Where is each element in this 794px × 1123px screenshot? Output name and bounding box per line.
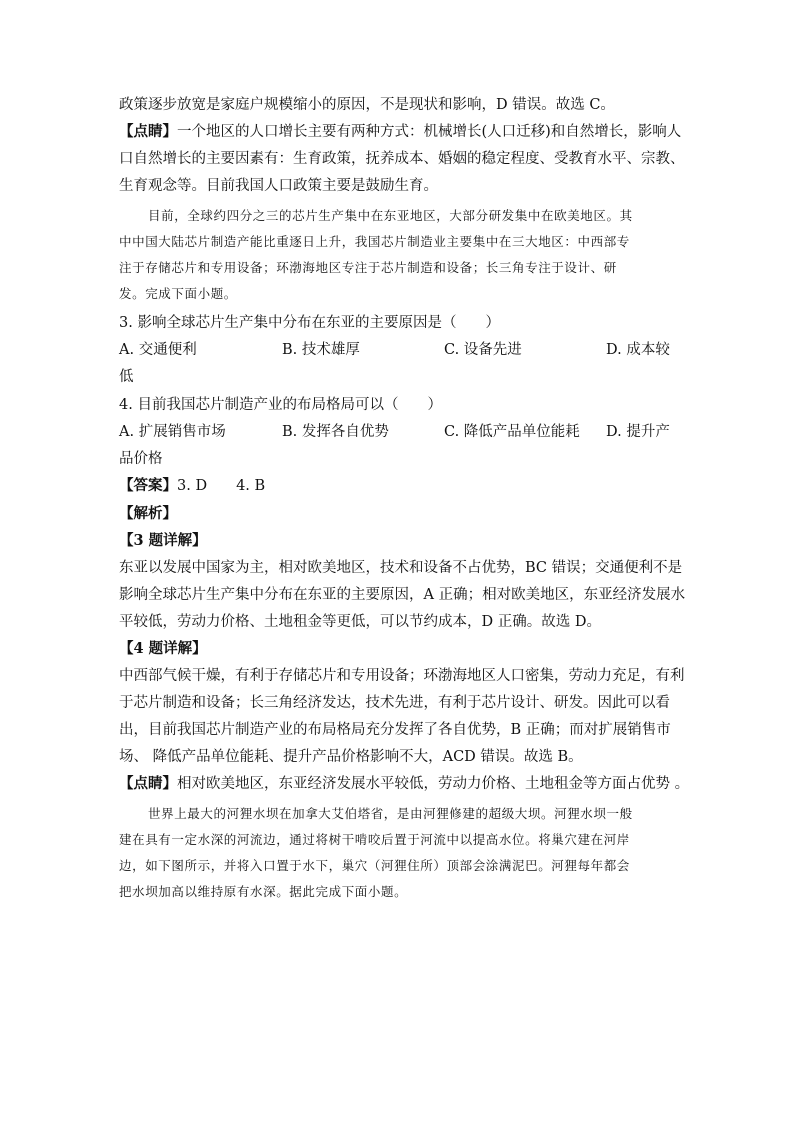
question-4-option-c: C. 降低产品单位能耗 bbox=[444, 424, 580, 440]
tip-2-label: 【点睛】 bbox=[119, 775, 177, 792]
question-3-option-c: C. 设备先进 bbox=[444, 342, 522, 358]
passage-line: 中中国大陆芯片制造产能比重逐日上升，我国芯片制造业主要集中在三大地区：中西部专 bbox=[119, 234, 630, 249]
detail-3-line: 影响全球芯片生产集中分布在东亚的主要原因，A 正确；相对欧美地区，东亚经济发展水 bbox=[119, 587, 686, 603]
question-3-option-d-continued: 低 bbox=[119, 369, 134, 385]
question-4-option-d-continued: 品价格 bbox=[119, 451, 163, 467]
detail-4-line: 于芯片制造和设备；长三角经济发达，技术先进，有利于芯片设计、研发。因此可以看 bbox=[119, 695, 670, 711]
answer-line bbox=[119, 476, 265, 496]
tip-label: 【点睛】 bbox=[119, 123, 177, 140]
detail-3-line: 平较低，劳动力价格、土地租金等更低，可以节约成本，D 正确。故选 D。 bbox=[119, 614, 601, 630]
passage-2-line: 把水坝加高以维持原有水深。据此完成下面小题。 bbox=[119, 884, 408, 899]
passage-line: 注于存储芯片和专用设备；环渤海地区专注于芯片制造和设备；长三角专注于设计、研 bbox=[119, 260, 617, 275]
detail-4-line: 中西部气候干燥，有利于存储芯片和专用设备；环渤海地区人口密集，劳动力充足，有利 bbox=[119, 668, 685, 684]
tip-2-line bbox=[119, 774, 689, 794]
tip-line bbox=[119, 122, 681, 142]
tip-text: 一个地区的人口增长主要有两种方式：机械增长(人口迁移)和自然增长，影响人 bbox=[177, 124, 682, 140]
question-3-option-d: D. 成本较 bbox=[606, 342, 670, 358]
paragraph-line: 政策逐步放宽是家庭户规模缩小的原因，不是现状和影响，D 错误。故选 C。 bbox=[119, 97, 615, 113]
answer-label: 【答案】 bbox=[119, 477, 177, 494]
detail-3-label: 【3 题详解】 bbox=[119, 532, 207, 549]
passage-2-line: 建在具有一定水深的河流边，通过将树干啃咬后置于河流中以提高水位。将巢穴建在河岸 bbox=[119, 832, 630, 847]
tip-line: 生育观念等。目前我国人口政策主要是鼓励生育。 bbox=[119, 178, 438, 194]
detail-4-label: 【4 题详解】 bbox=[119, 640, 207, 657]
tip-line: 口自然增长的主要因素有：生育政策，抚养成本、婚姻的稳定程度、受教育水平、宗教、 bbox=[119, 151, 685, 167]
question-4-option-a: A. 扩展销售市场 bbox=[119, 424, 226, 440]
analysis-label: 【解析】 bbox=[119, 505, 177, 522]
passage-line: 目前，全球约四分之三的芯片生产集中在东亚地区，大部分研发集中在欧美地区。其 bbox=[148, 208, 633, 223]
question-4-option-d: D. 提升产 bbox=[606, 424, 670, 440]
detail-4-line: 场、 降低产品单位能耗、提升产品价格影响不大，ACD 错误。故选 B。 bbox=[119, 749, 583, 765]
passage-2-line: 世界上最大的河狸水坝在加拿大艾伯塔省，是由河狸修建的超级大坝。河狸水坝一般 bbox=[148, 806, 633, 821]
question-4-stem: 4. 目前我国芯片制造产业的布局格局可以（ ） bbox=[119, 397, 442, 413]
passage-line: 发。完成下面小题。 bbox=[119, 286, 237, 301]
question-3-stem: 3. 影响全球芯片生产集中分布在东亚的主要原因是（ ） bbox=[119, 315, 500, 331]
passage-2-line: 边，如下图所示，并将入口置于水下，巢穴（河狸住所）顶部会涂满泥巴。河狸每年都会 bbox=[119, 858, 630, 873]
detail-4-line: 出，目前我国芯片制造产业的布局格局充分发挥了各自优势，B 正确；而对扩展销售市 bbox=[119, 722, 671, 738]
question-4-option-b: B. 发挥各自优势 bbox=[282, 424, 389, 440]
tip-2-text: 相对欧美地区，东亚经济发展水平较低，劳动力价格、土地租金等方面占优势 。 bbox=[177, 776, 690, 792]
answer-text: 3. D 4. B bbox=[177, 478, 266, 494]
question-3-option-b: B. 技术雄厚 bbox=[282, 342, 360, 358]
question-3-option-a: A. 交通便利 bbox=[119, 342, 197, 358]
detail-3-line: 东亚以发展中国家为主，相对欧美地区，技术和设备不占优势，BC 错误；交通便利不是 bbox=[119, 560, 683, 576]
